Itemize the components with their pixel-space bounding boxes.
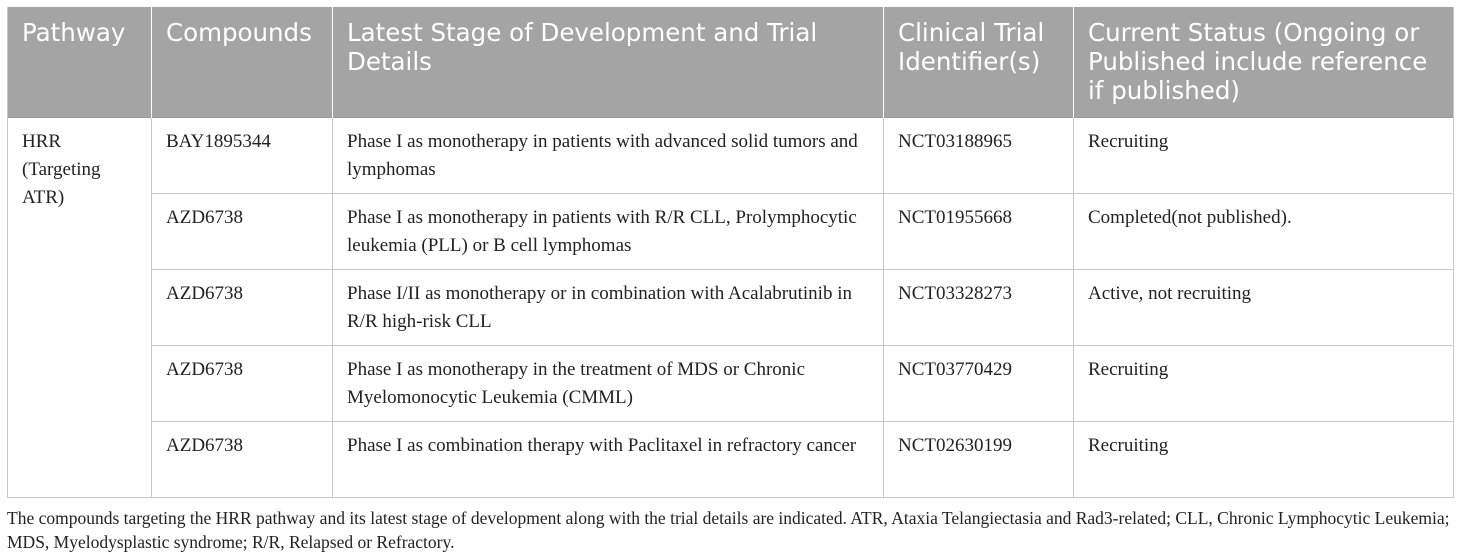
details-cell: Phase I as monotherapy in patients with R/R CLL, Prolymphocytic leukemia (PLL) or B cell lymphomas [333,194,884,270]
identifier-cell: NCT03188965 [884,118,1074,194]
details-cell: Phase I/II as monotherapy or in combination with Acalabrutinib in R/R high-risk CLL [333,270,884,346]
header-pathway: Pathway [8,7,152,118]
compound-cell: BAY1895344 [152,118,333,194]
table-header [8,7,1454,118]
status-cell: Active, not recruiting [1074,270,1454,346]
table-row [8,270,1454,346]
header-current-status: Current Status (Ongoing or Published include reference if published) [1074,7,1454,118]
compound-cell: AZD6738 [152,194,333,270]
table-row [8,346,1454,422]
header-trial-identifier: Clinical Trial Identifier(s) [884,7,1074,118]
identifier-cell: NCT01955668 [884,194,1074,270]
identifier-cell: NCT03770429 [884,346,1074,422]
status-cell: Completed(not published). [1074,194,1454,270]
clinical-trials-table [7,7,1454,498]
compound-cell: AZD6738 [152,346,333,422]
identifier-cell: NCT02630199 [884,422,1074,498]
table-row [8,118,1454,194]
status-cell: Recruiting [1074,422,1454,498]
table-row [8,194,1454,270]
pathway-cell: HRR (Targeting ATR) [8,118,152,498]
status-cell: Recruiting [1074,346,1454,422]
table-body [8,118,1454,498]
header-stage-details: Latest Stage of Development and Trial Details [333,7,884,118]
details-cell: Phase I as monotherapy in the treatment of MDS or Chronic Myelomonocytic Leukemia (CMML) [333,346,884,422]
details-cell: Phase I as monotherapy in patients with advanced solid tumors and lymphomas [333,118,884,194]
table-footnote: The compounds targeting the HRR pathway and its latest stage of development along with the trial details are indicated. ATR, Ataxia Telangiectasia and Rad3-related; CLL, Chronic Lymphocytic Leukemia; MDS, Myelodysplastic syndrome; R/R, Relapsed or Refractory. [7,508,1450,552]
trial-table-container [7,7,1453,498]
table-row [8,422,1454,498]
details-cell: Phase I as combination therapy with Paclitaxel in refractory cancer [333,422,884,498]
compound-cell: AZD6738 [152,270,333,346]
compound-cell: AZD6738 [152,422,333,498]
header-compounds: Compounds [152,7,333,118]
status-cell: Recruiting [1074,118,1454,194]
header-row [8,7,1454,118]
identifier-cell: NCT03328273 [884,270,1074,346]
